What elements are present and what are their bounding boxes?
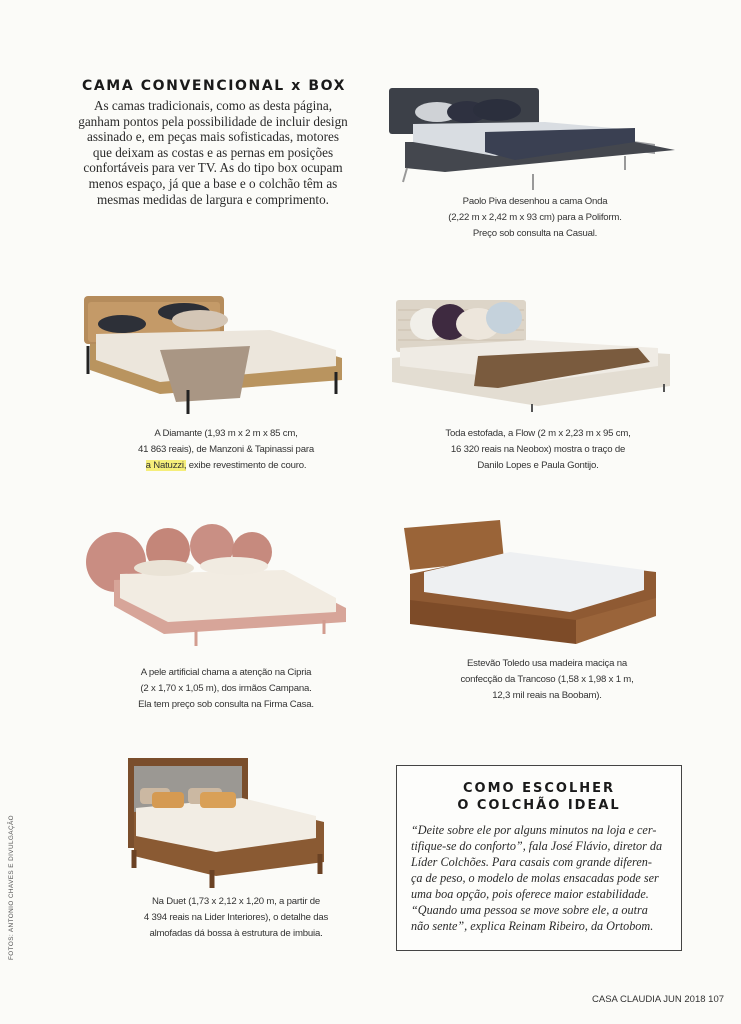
section-title: CAMA CONVENCIONAL x BOX <box>82 78 347 94</box>
page-footer: CASA CLAUDIA JUN 2018 107 <box>592 994 725 1005</box>
box-title: COMO ESCOLHER O COLCHÃO IDEAL <box>457 781 621 813</box>
caption-onda: Paolo Piva desenhou a cama Onda (2,22 m x 2,42 m x 93 cm) para a Poliform. Preço sob consulta na Casual. <box>448 196 622 239</box>
onda-bed-image <box>385 82 675 194</box>
box-body: “Deite sobre ele por alguns minutos na loja e cer- tifique-se do conforto”, fala José Flávio, diretor da Líder Colchões. Para casais com grande diferen- ça de peso, o modelo de molas ensacadas pode ser uma boa opção, pois oferece maior estabilidade. “Quando uma pessoa se move sobre ele, a outra não sente”, explica Reinam Ribeiro, da Ortobom. <box>411 823 663 933</box>
duet-bed-image <box>126 758 328 890</box>
mattress-tip-box <box>396 765 682 951</box>
caption-cipria: A pele artificial chama a atenção na Cipria (2 x 1,70 x 1,05 m), dos irmãos Campana. Ela tem preço sob consulta na Firma Casa. <box>138 667 314 710</box>
caption-diamante: A Diamante (1,93 m x 2 m x 85 cm, 41 863 reais), de Manzoni & Tapinassi para a Natuzzi, exibe revestimento de couro. <box>138 428 314 471</box>
caption-trancoso: Estevão Toledo usa madeira maciça na confecção da Trancoso (1,58 x 1,98 x 1 m, 12,3 mil reais na Boobam). <box>460 658 634 701</box>
diamante-bed-image <box>80 290 350 415</box>
photo-credit: FOTOS: ANTONIO CHAVES E DIVULGAÇÃO <box>8 815 15 960</box>
highlight-natuzzi: a Natuzzi, <box>145 459 187 471</box>
intro-paragraph: As camas tradicionais, como as desta página, ganham pontos pela possibilidade de incluir design assinado e, em peças mais sofisticadas, motores que deixam as costas e as pernas em posições confortáveis para ver TV. As do tipo box ocupam menos espaço, já que a base e o colchão têm as mesmas medidas de largura e comprimento. <box>78 98 348 207</box>
caption-flow: Toda estofada, a Flow (2 m x 2,23 m x 95 cm, 16 320 reais na Neobox) mostra o traço de Danilo Lopes e Paula Gontijo. <box>445 428 631 471</box>
flow-bed-image <box>388 296 672 414</box>
cipria-bed-image <box>84 522 350 648</box>
trancoso-bed-image <box>400 520 662 648</box>
caption-duet: Na Duet (1,73 x 2,12 x 1,20 m, a partir de 4 394 reais na Lider Interiores), o detalhe das almofadas dá bossa à estrutura de imbuia. <box>143 896 329 939</box>
